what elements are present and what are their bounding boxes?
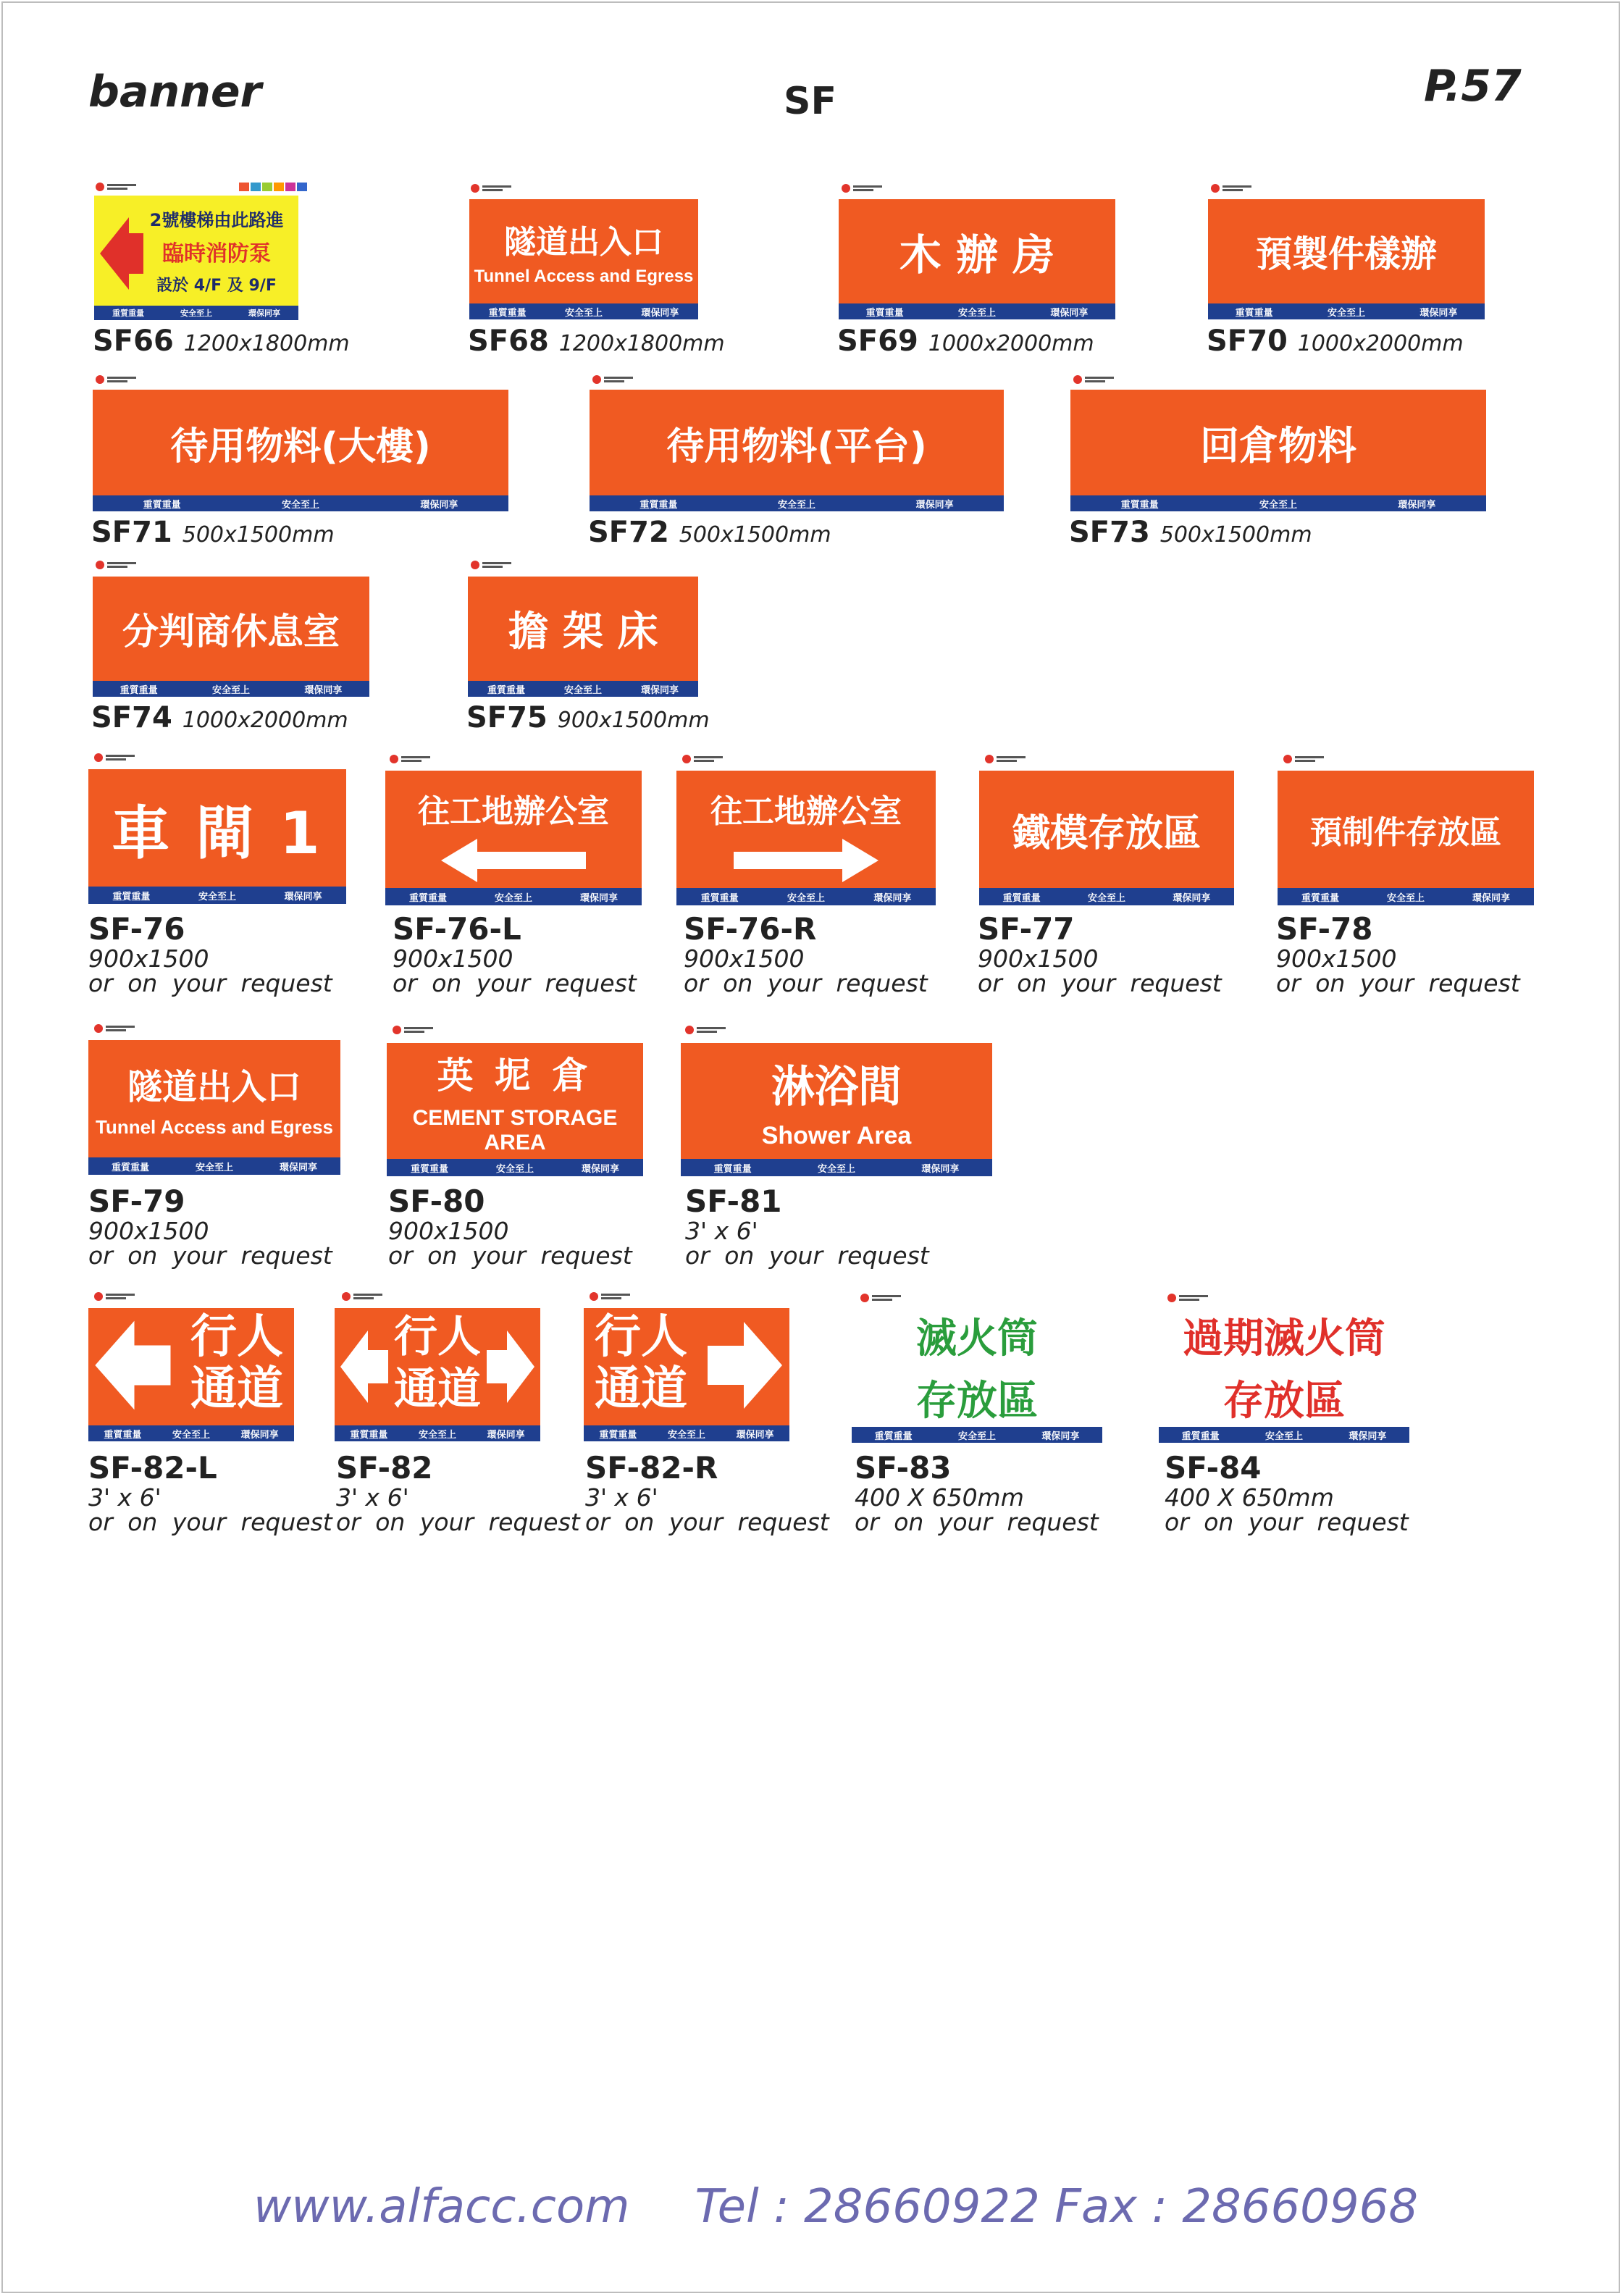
strip-text: 環保同享 <box>1419 307 1458 319</box>
company-logo <box>860 1292 901 1304</box>
strip-text: 安全至上 <box>817 1163 855 1175</box>
arrow-right-icon <box>485 1320 536 1414</box>
sign-text-line2: 通道 <box>190 1362 283 1416</box>
sign-text-zh: 淋浴間 <box>771 1061 902 1113</box>
strip-text: 重質重量 <box>112 309 144 318</box>
strip-text: 重質重量 <box>599 1429 637 1441</box>
product-size: 900x1500 <box>1276 944 1397 973</box>
product-code: SF72 <box>588 516 669 549</box>
category-title: banner <box>88 67 262 117</box>
product-code: SF68 <box>468 324 549 358</box>
strip-text: 重質重量 <box>700 892 739 904</box>
website-link[interactable]: www.alfacc.com <box>253 2180 630 2234</box>
company-logo <box>94 1023 135 1034</box>
strip-text: 環保同享 <box>1349 1430 1387 1442</box>
product-size: 400 X 650mm <box>855 1483 1024 1512</box>
arrow-left-icon <box>94 1318 174 1412</box>
sign-text-zh: 往工地辦公室 <box>418 793 609 830</box>
product-note: or on your request <box>585 1508 829 1536</box>
product-note: or on your request <box>685 1241 929 1270</box>
strip-text: 重質重量 <box>487 684 525 696</box>
strip-text: 重質重量 <box>111 1162 149 1173</box>
product-code: SF-84 <box>1165 1450 1262 1486</box>
product-label-sf66 <box>93 324 350 358</box>
sign-sf84 <box>1159 1308 1409 1443</box>
strip-text: 重質重量 <box>874 1430 913 1442</box>
sign-sf72 <box>590 390 1004 511</box>
company-logo <box>471 559 511 571</box>
company-logo <box>342 1291 382 1302</box>
product-size: 3' x 6' <box>336 1483 409 1512</box>
strip-text: 安全至上 <box>1259 499 1297 511</box>
product-size: 1000x2000mm <box>928 331 1094 356</box>
product-size: 900x1500mm <box>557 708 710 733</box>
company-logo <box>842 183 882 194</box>
sign-text-en: Tunnel Access and Egress <box>95 1116 333 1138</box>
strip-text: 安全至上 <box>564 307 603 319</box>
product-label-sf68 <box>468 324 725 358</box>
product-size: 1200x1800mm <box>183 331 350 356</box>
product-code: SF-80 <box>388 1183 485 1219</box>
product-label-sf75 <box>466 701 710 734</box>
product-code: SF-82-L <box>88 1450 217 1486</box>
product-note: or on your request <box>388 1241 632 1270</box>
product-size: 1000x2000mm <box>1297 331 1464 356</box>
sign-text-zh: 預製件樣辦 <box>1256 233 1437 275</box>
product-code: SF-76-L <box>393 911 521 947</box>
strip-text: 安全至上 <box>172 1429 210 1441</box>
strip-text: 安全至上 <box>198 891 236 902</box>
sign-sf79 <box>88 1040 340 1175</box>
arrow-left-icon <box>441 839 586 882</box>
sign-sf77 <box>979 771 1234 905</box>
strip-text: 環保同享 <box>420 499 458 511</box>
strip-text: 環保同享 <box>873 892 912 904</box>
sign-sf74 <box>93 577 369 697</box>
strip-text: 環保同享 <box>581 1163 619 1175</box>
sign-text-zh: 擔 架 床 <box>508 608 658 655</box>
sign-text-line3: 設於 4/F 及 9/F <box>156 277 277 295</box>
company-logo <box>682 753 723 765</box>
product-code: SF-76 <box>88 911 185 947</box>
strip-text: 重質重量 <box>713 1163 752 1175</box>
company-logo <box>471 183 511 194</box>
sign-sf71 <box>93 390 508 511</box>
sign-sf70 <box>1208 199 1485 319</box>
product-size: 900x1500 <box>684 944 805 973</box>
sign-sf80 <box>387 1043 643 1176</box>
product-code: SF-76-R <box>684 911 817 947</box>
strip-text: 重質重量 <box>1181 1430 1220 1442</box>
strip-text: 環保同享 <box>640 684 679 696</box>
sign-sf78 <box>1278 771 1534 905</box>
strip-text: 重質重量 <box>1002 892 1041 904</box>
strip-text: 環保同享 <box>487 1429 525 1441</box>
sign-sf82 <box>335 1308 540 1441</box>
product-note: or on your request <box>978 969 1222 997</box>
sign-sf75 <box>468 577 698 697</box>
company-logo <box>94 752 135 763</box>
company-logo <box>96 374 136 385</box>
sign-text-zh: 木 辦 房 <box>899 230 1055 280</box>
sign-sf69 <box>839 199 1115 319</box>
strip-text: 環保同享 <box>1472 892 1510 904</box>
product-label-sf73 <box>1069 516 1312 549</box>
company-logo <box>985 753 1026 765</box>
strip-text: 環保同享 <box>1041 1430 1080 1442</box>
product-note: or on your request <box>855 1508 1099 1536</box>
product-label-sf74 <box>91 701 348 734</box>
product-note: or on your request <box>393 969 637 997</box>
product-label-sf72 <box>588 516 831 549</box>
product-label-sf71 <box>91 516 335 549</box>
sign-text-zh: 鐵模存放區 <box>1012 811 1201 855</box>
strip-text: 安全至上 <box>777 499 815 511</box>
strip-text: 重質重量 <box>408 892 447 904</box>
strip-text: 環保同享 <box>921 1163 960 1175</box>
strip-text: 安全至上 <box>494 892 532 904</box>
product-size: 3' x 6' <box>685 1217 758 1245</box>
sign-sf76 <box>88 769 346 904</box>
sign-sf73 <box>1070 390 1486 511</box>
sign-sf76-r <box>676 771 936 905</box>
product-size: 900x1500 <box>88 1217 209 1245</box>
product-size: 400 X 650mm <box>1165 1483 1334 1512</box>
sign-text-zh: 往工地辦公室 <box>710 793 902 830</box>
arrow-left-icon <box>339 1320 390 1414</box>
product-code: SF-81 <box>685 1183 782 1219</box>
strip-text: 環保同享 <box>279 1162 317 1173</box>
company-logo <box>685 1024 726 1036</box>
strip-text: 安全至上 <box>787 892 825 904</box>
company-logo <box>1167 1292 1208 1304</box>
sign-sf66 <box>94 196 298 320</box>
product-note: or on your request <box>88 1508 332 1536</box>
product-size: 1200x1800mm <box>558 331 725 356</box>
sign-text-line2: 臨時消防泵 <box>162 241 271 267</box>
strip-text: 重質重量 <box>350 1429 388 1441</box>
sign-text-line2: 存放區 <box>1223 1378 1345 1425</box>
sign-text-zh: 待用物料(平台) <box>666 424 927 469</box>
product-size: 900x1500 <box>88 944 209 973</box>
strip-text: 重質重量 <box>865 307 904 319</box>
sign-sf83 <box>852 1308 1102 1443</box>
product-code: SF-83 <box>855 1450 952 1486</box>
product-code: SF71 <box>91 516 172 549</box>
company-logo <box>590 1291 630 1302</box>
product-note: or on your request <box>1276 969 1520 997</box>
product-code: SF-82-R <box>585 1450 718 1486</box>
sign-text-zh: 待用物料(大樓) <box>170 424 431 469</box>
strip-text: 環保同享 <box>736 1429 774 1441</box>
product-size: 500x1500mm <box>1159 522 1312 548</box>
strip-text: 環保同享 <box>915 499 954 511</box>
arrow-right-icon <box>734 839 878 882</box>
company-logo <box>393 1024 433 1036</box>
product-size: 900x1500 <box>388 1217 509 1245</box>
strip-text: 環保同享 <box>1050 307 1089 319</box>
strip-text: 安全至上 <box>957 307 996 319</box>
product-code: SF66 <box>93 324 174 358</box>
sign-text-zh: 隧道出入口 <box>127 1067 301 1107</box>
sign-sf82-l <box>88 1308 294 1441</box>
phone-fax-text: Tel : 28660922 Fax : 28660968 <box>695 2180 1419 2234</box>
sign-text-en: CEMENT STORAGE AREA <box>412 1106 618 1155</box>
product-size: 3' x 6' <box>585 1483 658 1512</box>
product-size: 900x1500 <box>978 944 1099 973</box>
strip-text: 環保同享 <box>248 309 280 318</box>
product-note: or on your request <box>1165 1508 1409 1536</box>
strip-text: 安全至上 <box>1386 892 1425 904</box>
strip-text: 重質重量 <box>1120 499 1159 511</box>
strip-text: 安全至上 <box>1265 1430 1303 1442</box>
product-label-sf70 <box>1207 324 1464 358</box>
sign-text-zh: 預制件存放區 <box>1310 814 1501 851</box>
product-size: 500x1500mm <box>679 522 831 548</box>
product-code: SF75 <box>466 701 548 734</box>
product-code: SF74 <box>91 701 172 734</box>
strip-text: 重質重量 <box>104 1429 142 1441</box>
company-logo <box>96 559 136 571</box>
strip-text: 安全至上 <box>495 1163 534 1175</box>
strip-text: 重質重量 <box>410 1163 448 1175</box>
arrow-left-icon <box>100 217 129 290</box>
product-note: or on your request <box>88 1241 332 1270</box>
sign-text-line2: 通道 <box>394 1364 481 1415</box>
strip-text: 安全至上 <box>563 684 602 696</box>
sign-sf68 <box>469 199 698 319</box>
company-logo <box>592 374 633 385</box>
strip-text: 重質重量 <box>1301 892 1339 904</box>
strip-text: 安全至上 <box>180 309 212 318</box>
strip-text: 環保同享 <box>304 684 343 696</box>
sign-text-zh: 回倉物料 <box>1200 422 1356 469</box>
sign-text-line1: 行人 <box>595 1310 687 1364</box>
product-note: or on your request <box>684 969 928 997</box>
strip-text: 安全至上 <box>1087 892 1125 904</box>
sign-text-line2: 通道 <box>595 1362 687 1416</box>
color-swatches <box>239 183 307 191</box>
strip-text: 安全至上 <box>418 1429 456 1441</box>
strip-text: 安全至上 <box>1327 307 1365 319</box>
product-code: SF69 <box>837 324 918 358</box>
product-note: or on your request <box>336 1508 580 1536</box>
product-size: 3' x 6' <box>88 1483 162 1512</box>
page-number: P.57 <box>1424 61 1522 112</box>
strip-text: 安全至上 <box>195 1162 233 1173</box>
strip-text: 安全至上 <box>957 1430 996 1442</box>
sign-text-line1: 過期滅火筒 <box>1183 1315 1385 1362</box>
strip-text: 安全至上 <box>667 1429 705 1441</box>
footer-contact <box>253 2180 1418 2234</box>
strip-text: 重質重量 <box>119 684 158 696</box>
product-note: or on your request <box>88 969 332 997</box>
product-code: SF-77 <box>978 911 1075 947</box>
strip-text: 重質重量 <box>488 307 527 319</box>
sign-sf82-r <box>584 1308 789 1441</box>
sign-text-line1: 滅火筒 <box>916 1315 1038 1362</box>
product-code: SF-78 <box>1276 911 1373 947</box>
sign-text-zh: 分判商休息室 <box>122 611 340 653</box>
sign-text-line1: 行人 <box>394 1312 481 1362</box>
sign-sf76-l <box>385 771 642 905</box>
strip-text: 安全至上 <box>281 499 319 511</box>
product-label-sf69 <box>837 324 1094 358</box>
sign-text-en: Shower Area <box>761 1121 912 1149</box>
sign-text-zh: 車 閘 1 <box>112 799 323 867</box>
sign-sf81 <box>681 1043 992 1176</box>
strip-text: 環保同享 <box>641 307 679 319</box>
strip-text: 環保同享 <box>1398 499 1436 511</box>
company-logo <box>94 1291 135 1302</box>
sign-text-en: Tunnel Access and Egress <box>474 267 694 286</box>
arrow-right-icon <box>704 1318 784 1412</box>
strip-text: 重質重量 <box>143 499 181 511</box>
sign-text-zh: 隧道出入口 <box>504 224 663 261</box>
sign-text-line1: 2號樓梯由此路進 <box>149 210 284 230</box>
product-code: SF73 <box>1069 516 1150 549</box>
product-code: SF-82 <box>336 1450 433 1486</box>
sign-text-line1: 行人 <box>190 1310 283 1364</box>
series-title: SF <box>784 80 836 123</box>
company-logo <box>1283 753 1324 765</box>
sign-text-zh: 英 坭 倉 <box>437 1055 593 1097</box>
strip-text: 環保同享 <box>240 1429 279 1441</box>
company-logo <box>1073 374 1114 385</box>
company-logo <box>390 753 430 765</box>
company-logo <box>96 181 136 193</box>
product-code: SF-79 <box>88 1183 185 1219</box>
strip-text: 環保同享 <box>579 892 618 904</box>
product-size: 900x1500 <box>393 944 513 973</box>
company-logo <box>1211 183 1251 194</box>
strip-text: 環保同享 <box>1173 892 1211 904</box>
product-size: 500x1500mm <box>182 522 335 548</box>
product-size: 1000x2000mm <box>182 708 348 733</box>
product-code: SF70 <box>1207 324 1288 358</box>
strip-text: 環保同享 <box>284 891 322 902</box>
sign-text-line2: 存放區 <box>916 1378 1038 1425</box>
strip-text: 安全至上 <box>211 684 250 696</box>
strip-text: 重質重量 <box>1235 307 1273 319</box>
strip-text: 重質重量 <box>639 499 678 511</box>
strip-text: 重質重量 <box>112 891 151 902</box>
